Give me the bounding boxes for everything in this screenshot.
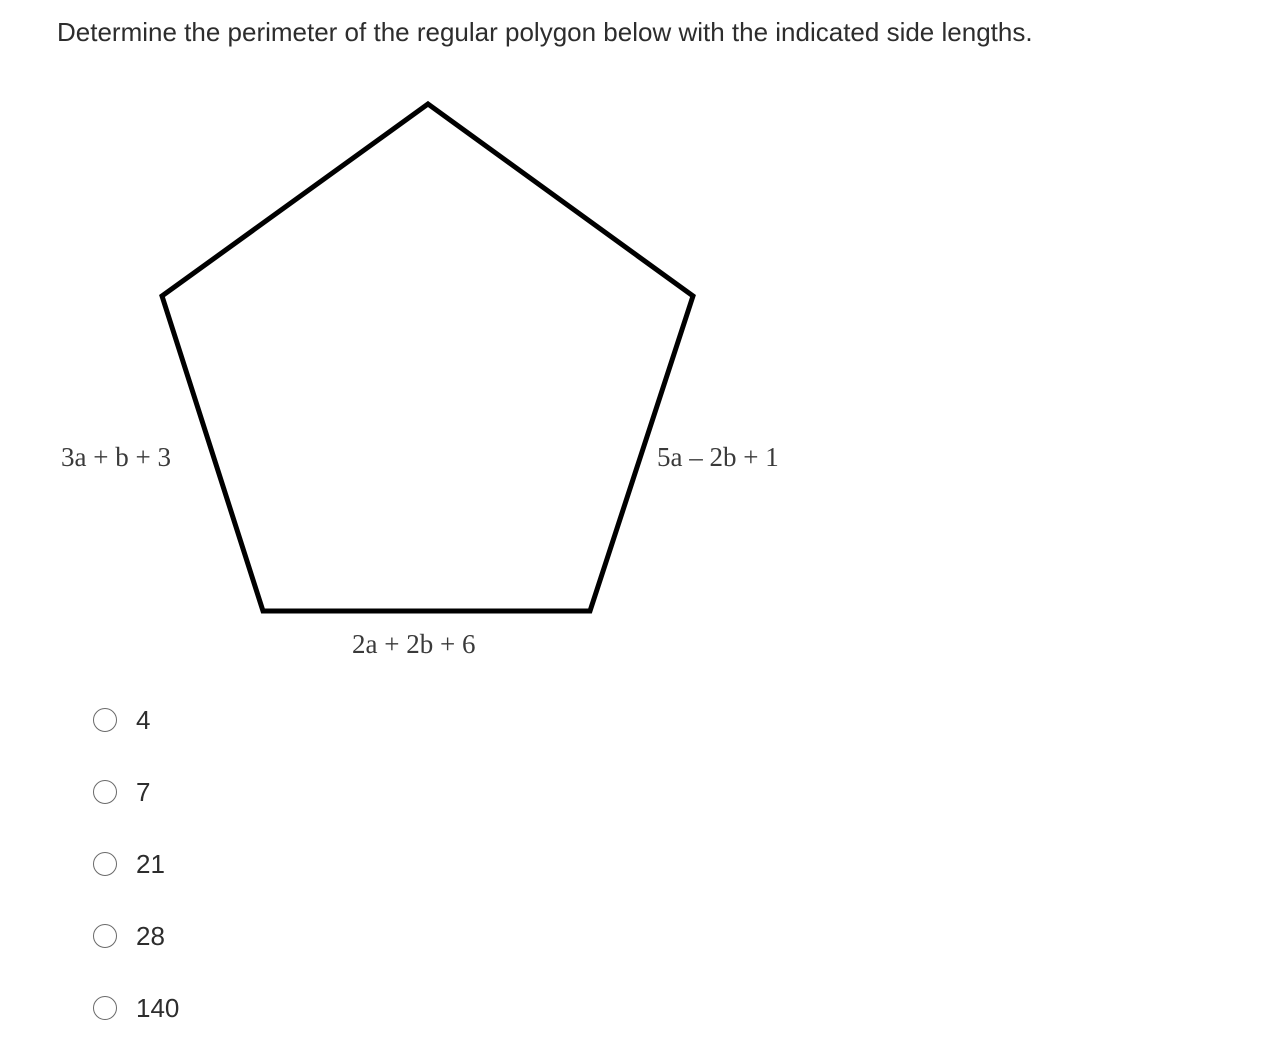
option-label: 140 [136, 992, 180, 1023]
option-label: 7 [136, 776, 151, 807]
pentagon-shape [162, 104, 693, 611]
answer-option[interactable] [90, 772, 150, 812]
answer-option[interactable] [90, 916, 165, 956]
option-label: 21 [136, 848, 165, 879]
radio-button[interactable] [93, 780, 117, 804]
option-label: 28 [136, 920, 165, 951]
right-side-label: 5a – 2b + 1 [657, 442, 779, 472]
answer-option[interactable] [90, 988, 179, 1028]
radio-button[interactable] [93, 996, 117, 1020]
answer-option[interactable] [90, 844, 165, 884]
radio-button[interactable] [93, 924, 117, 948]
radio-button[interactable] [93, 852, 117, 876]
radio-button[interactable] [93, 708, 117, 732]
question-text: Determine the perimeter of the regular polygon below with the indicated side lengths. [57, 17, 1033, 47]
option-label: 4 [136, 704, 151, 735]
bottom-side-label: 2a + 2b + 6 [352, 629, 476, 659]
left-side-label: 3a + b + 3 [61, 442, 171, 472]
answer-option[interactable] [90, 700, 150, 740]
